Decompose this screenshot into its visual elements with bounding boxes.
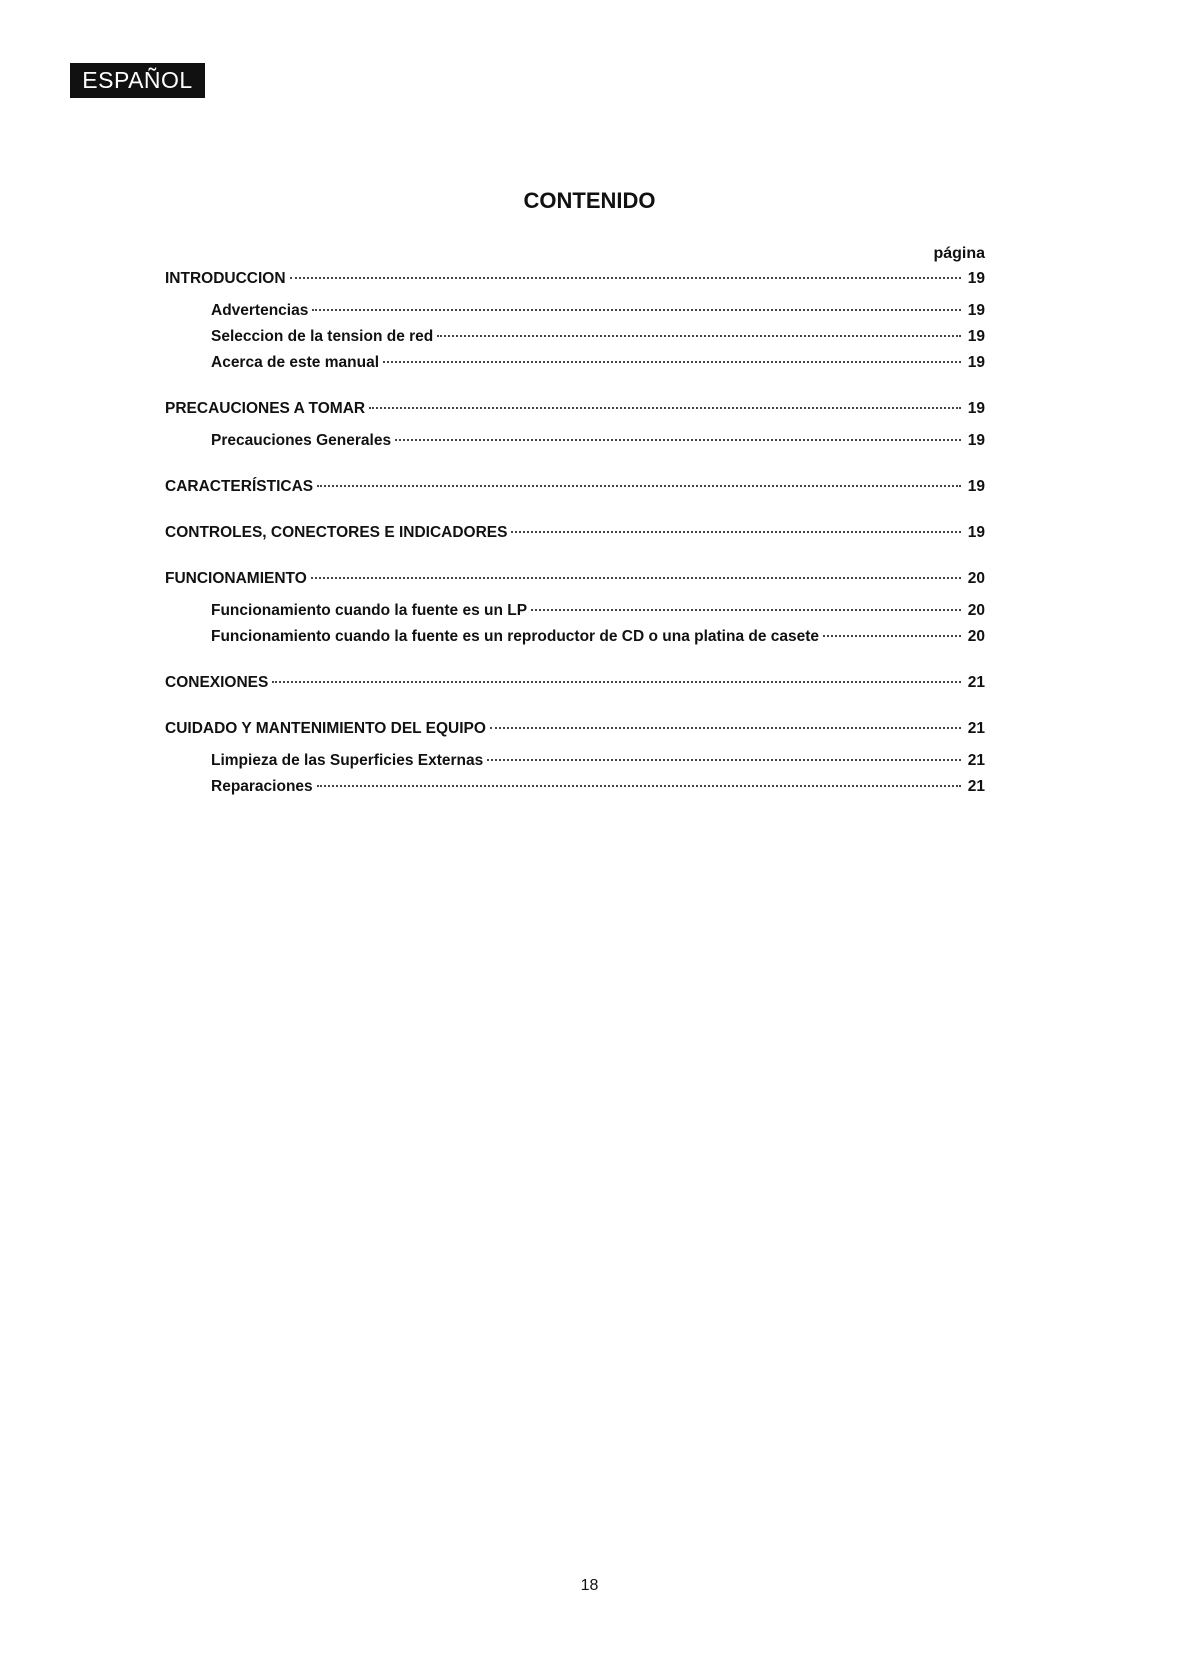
dot-leader (487, 759, 961, 761)
toc-entry-label: INTRODUCCION (165, 270, 286, 287)
toc-entry-page: 19 (967, 432, 985, 449)
toc-entry-label: Funcionamiento cuando la fuente es un reproductor de CD o una platina de casete (211, 628, 820, 645)
dot-leader (311, 577, 961, 579)
toc-entry-label: CARACTERÍSTICAS (165, 478, 314, 495)
toc-entry-page: 19 (967, 400, 985, 417)
toc-entry-label: Precauciones Generales (211, 432, 392, 449)
dot-leader (317, 785, 961, 787)
toc-entry-label: FUNCIONAMIENTO (165, 570, 307, 587)
toc-entry-funcionamiento[interactable] (165, 570, 985, 596)
language-tab: ESPAÑOL (70, 63, 205, 98)
toc-entry-funcionamiento-cd[interactable] (165, 628, 985, 654)
toc-entry-page: 20 (967, 570, 985, 587)
toc-entry-label: Acerca de este manual (211, 354, 380, 371)
toc-entry-advertencias[interactable] (165, 302, 985, 328)
toc-entry-conexiones[interactable] (165, 674, 985, 700)
toc-entry-caracteristicas[interactable] (165, 478, 985, 504)
toc-entry-precauciones[interactable] (165, 400, 985, 426)
toc-entry-page: 21 (967, 752, 985, 769)
toc-entry-page: 20 (967, 602, 985, 619)
toc-entry-controles[interactable] (165, 524, 985, 550)
toc-entry-label: Advertencias (211, 302, 309, 319)
toc-entry-page: 20 (967, 628, 985, 645)
dot-leader (823, 635, 961, 637)
toc-entry-page: 19 (967, 270, 985, 287)
dot-leader (290, 277, 961, 279)
toc-entry-page: 21 (967, 778, 985, 795)
toc-entry-page: 21 (967, 674, 985, 691)
dot-leader (395, 439, 961, 441)
dot-leader (511, 531, 961, 533)
toc-entry-label: Funcionamiento cuando la fuente es un LP (211, 602, 528, 619)
page-number: 18 (580, 1577, 599, 1594)
dot-leader (383, 361, 961, 363)
toc-entry-page: 19 (967, 524, 985, 541)
dot-leader (312, 309, 961, 311)
toc-entry-seleccion-tension[interactable] (165, 328, 985, 354)
dot-leader (272, 681, 961, 683)
page-title: CONTENIDO (523, 188, 656, 213)
page-column-label: página (933, 245, 985, 262)
dot-leader (369, 407, 961, 409)
toc-entry-label: CONTROLES, CONECTORES E INDICADORES (165, 524, 508, 541)
toc-entry-label: Seleccion de la tension de red (211, 328, 434, 345)
toc-entry-label: Reparaciones (211, 778, 313, 795)
toc-entry-funcionamiento-lp[interactable] (165, 602, 985, 628)
toc-entry-limpieza[interactable] (165, 752, 985, 778)
toc-entry-introduccion[interactable] (165, 270, 985, 296)
toc-entry-page: 19 (967, 354, 985, 371)
dot-leader (437, 335, 961, 337)
toc-entry-cuidado[interactable] (165, 720, 985, 746)
toc-entry-reparaciones[interactable] (165, 778, 985, 804)
dot-leader (317, 485, 961, 487)
table-of-contents (165, 270, 985, 804)
toc-entry-label: CUIDADO Y MANTENIMIENTO DEL EQUIPO (165, 720, 486, 737)
toc-entry-acerca-manual[interactable] (165, 354, 985, 380)
dot-leader (531, 609, 961, 611)
toc-entry-page: 19 (967, 328, 985, 345)
toc-entry-precauciones-generales[interactable] (165, 432, 985, 458)
toc-entry-page: 19 (967, 478, 985, 495)
toc-entry-page: 21 (967, 720, 985, 737)
dot-leader (490, 727, 961, 729)
toc-entry-label: Limpieza de las Superficies Externas (211, 752, 484, 769)
toc-entry-label: PRECAUCIONES A TOMAR (165, 400, 366, 417)
toc-entry-label: CONEXIONES (165, 674, 269, 691)
toc-entry-page: 19 (967, 302, 985, 319)
